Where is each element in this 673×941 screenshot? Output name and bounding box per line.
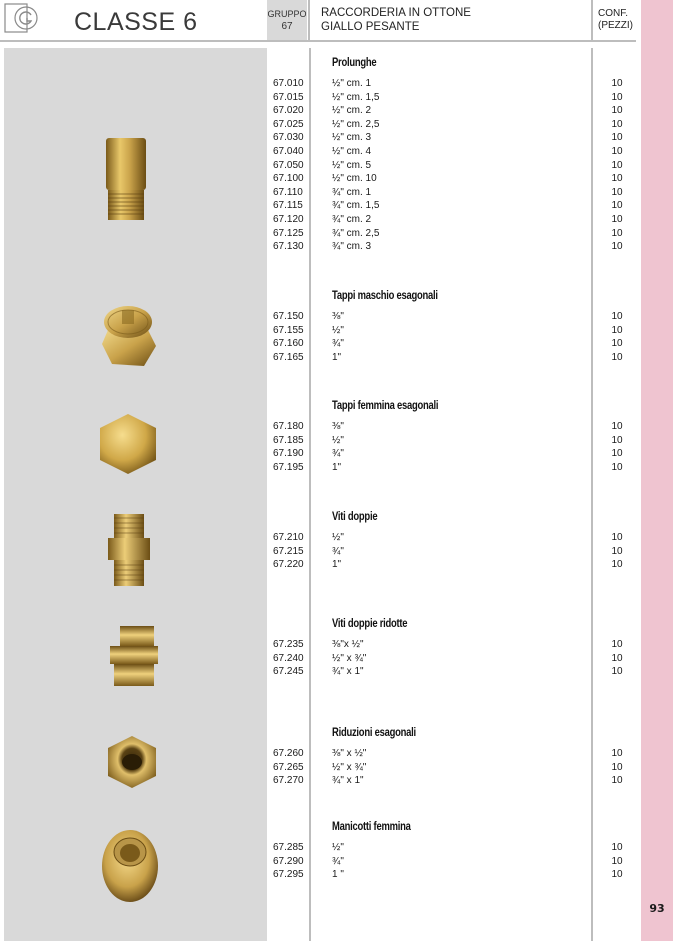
product-qty: 10 xyxy=(611,448,623,460)
product-code: 67.020 xyxy=(273,105,304,117)
product-rows xyxy=(0,310,641,364)
table-row xyxy=(0,351,641,365)
product-size: ¾" x 1" xyxy=(332,775,364,787)
product-code: 67.180 xyxy=(273,421,304,432)
table-row xyxy=(0,447,641,461)
company-logo-icon xyxy=(4,3,42,33)
table-row xyxy=(0,77,641,91)
table-row xyxy=(0,434,641,448)
product-qty: 10 xyxy=(611,324,623,336)
product-code: 67.165 xyxy=(273,351,304,363)
product-code: 67.150 xyxy=(273,311,304,322)
product-rows xyxy=(0,747,641,788)
product-qty: 10 xyxy=(611,855,623,867)
table-row xyxy=(0,104,641,118)
product-size: 1" xyxy=(332,461,342,473)
product-size: ½" x ¾" xyxy=(332,652,367,664)
product-size: ¾" cm. 3 xyxy=(332,241,372,253)
product-qty: 10 xyxy=(611,842,623,853)
product-qty: 10 xyxy=(611,78,623,89)
product-code: 67.290 xyxy=(273,855,304,867)
description-line-1: RACCORDERIA IN OTTONE xyxy=(321,7,471,19)
product-qty: 10 xyxy=(611,159,623,171)
product-qty: 10 xyxy=(611,666,623,678)
header-divider-right xyxy=(591,0,593,40)
table-row xyxy=(0,841,641,855)
product-qty: 10 xyxy=(611,173,623,185)
product-size: ⅜" xyxy=(332,311,344,322)
table-row xyxy=(0,747,641,761)
product-code: 67.270 xyxy=(273,775,304,787)
table-row xyxy=(0,324,641,338)
table-row xyxy=(0,665,641,679)
page-number: 93 xyxy=(649,902,665,915)
product-size: ½" cm. 2 xyxy=(332,105,372,117)
product-size: ¾" cm. 2,5 xyxy=(332,227,380,239)
product-code: 67.155 xyxy=(273,324,304,336)
header-rule xyxy=(0,40,636,42)
product-size: 1" xyxy=(332,351,342,363)
product-code: 67.220 xyxy=(273,559,304,571)
product-rows xyxy=(0,638,641,679)
product-code: 67.130 xyxy=(273,241,304,253)
description-line-2: GIALLO PESANTE xyxy=(321,21,420,33)
group-description xyxy=(321,6,471,34)
product-code: 67.215 xyxy=(273,545,304,557)
product-size: ½" cm. 1 xyxy=(332,78,372,89)
product-size: ¾" xyxy=(332,855,344,867)
table-row xyxy=(0,531,641,545)
table-row xyxy=(0,461,641,475)
product-size: ½" cm. 5 xyxy=(332,159,372,171)
product-rows xyxy=(0,531,641,572)
product-size: ⅜"x ½" xyxy=(332,639,364,650)
product-qty: 10 xyxy=(611,652,623,664)
section-title: Tappi femmina esagonali xyxy=(332,400,439,412)
product-qty: 10 xyxy=(611,351,623,363)
product-code: 67.015 xyxy=(273,91,304,103)
table-row xyxy=(0,118,641,132)
product-qty: 10 xyxy=(611,338,623,350)
product-size: ½" cm. 10 xyxy=(332,173,377,185)
product-size: 1 " xyxy=(332,869,344,881)
conf-line-1: CONF. xyxy=(598,8,628,19)
section-title: Viti doppie xyxy=(332,511,378,523)
table-row xyxy=(0,172,641,186)
table-row xyxy=(0,652,641,666)
product-qty: 10 xyxy=(611,434,623,446)
table-row xyxy=(0,545,641,559)
gruppo-label: GRUPPO xyxy=(267,9,307,19)
product-code: 67.040 xyxy=(273,145,304,157)
product-qty: 10 xyxy=(611,213,623,225)
product-rows xyxy=(0,841,641,882)
product-code: 67.295 xyxy=(273,869,304,881)
section-title: Tappi maschio esagonali xyxy=(332,290,438,302)
product-size: ¾" cm. 2 xyxy=(332,213,372,225)
product-size: ½" xyxy=(332,532,344,543)
table-row xyxy=(0,213,641,227)
product-rows xyxy=(0,420,641,474)
product-code: 67.245 xyxy=(273,666,304,678)
product-qty: 10 xyxy=(611,145,623,157)
conf-header xyxy=(598,8,633,32)
product-qty: 10 xyxy=(611,186,623,198)
table-row xyxy=(0,159,641,173)
section-title: Manicotti femmina xyxy=(332,821,411,833)
table-row xyxy=(0,337,641,351)
product-code: 67.030 xyxy=(273,132,304,144)
product-size: ⅜" x ½" xyxy=(332,748,367,759)
product-code: 67.050 xyxy=(273,159,304,171)
product-size: ½" cm. 3 xyxy=(332,132,372,144)
product-qty: 10 xyxy=(611,200,623,212)
product-code: 67.240 xyxy=(273,652,304,664)
section-title: Prolunghe xyxy=(332,57,377,69)
product-qty: 10 xyxy=(611,311,623,322)
product-qty: 10 xyxy=(611,132,623,144)
product-size: ½" cm. 1,5 xyxy=(332,91,380,103)
conf-line-2: (PEZZI) xyxy=(598,20,633,31)
table-row xyxy=(0,868,641,882)
section-title: Viti doppie ridotte xyxy=(332,618,408,630)
page-title: CLASSE 6 xyxy=(74,8,198,36)
pink-margin-band xyxy=(641,0,673,941)
product-qty: 10 xyxy=(611,532,623,543)
table-row xyxy=(0,310,641,324)
product-code: 67.190 xyxy=(273,448,304,460)
product-code: 67.185 xyxy=(273,434,304,446)
product-size: ½" x ¾" xyxy=(332,761,367,773)
product-code: 67.195 xyxy=(273,461,304,473)
product-code: 67.115 xyxy=(273,200,303,212)
product-code: 67.110 xyxy=(273,186,303,198)
product-code: 67.210 xyxy=(273,532,304,543)
gruppo-number: 67 xyxy=(281,21,293,32)
product-code: 67.235 xyxy=(273,639,304,650)
gruppo-box xyxy=(267,0,307,40)
product-size: ¾" cm. 1 xyxy=(332,186,372,198)
product-qty: 10 xyxy=(611,421,623,432)
product-size: ½" xyxy=(332,434,344,446)
table-row xyxy=(0,558,641,572)
product-size: ⅜" xyxy=(332,421,344,432)
table-row xyxy=(0,131,641,145)
table-row xyxy=(0,227,641,241)
product-code: 67.285 xyxy=(273,842,304,853)
table-row xyxy=(0,145,641,159)
product-size: ¾" x 1" xyxy=(332,666,364,678)
product-code: 67.260 xyxy=(273,748,304,759)
product-size: ¾" cm. 1,5 xyxy=(332,200,380,212)
product-code: 67.100 xyxy=(273,173,304,185)
product-size: ½" cm. 2,5 xyxy=(332,118,380,130)
section-title: Riduzioni esagonali xyxy=(332,727,416,739)
product-code: 67.160 xyxy=(273,338,304,350)
product-size: ½" xyxy=(332,842,344,853)
product-qty: 10 xyxy=(611,869,623,881)
product-size: 1" xyxy=(332,559,342,571)
product-size: ½" cm. 4 xyxy=(332,145,372,157)
table-row xyxy=(0,761,641,775)
product-code: 67.120 xyxy=(273,213,304,225)
table-row xyxy=(0,91,641,105)
product-size: ¾" xyxy=(332,545,344,557)
product-code: 67.125 xyxy=(273,227,304,239)
product-qty: 10 xyxy=(611,227,623,239)
product-qty: 10 xyxy=(611,559,623,571)
catalog-header xyxy=(0,0,636,40)
table-row xyxy=(0,638,641,652)
product-qty: 10 xyxy=(611,241,623,253)
product-size: ¾" xyxy=(332,448,344,460)
product-qty: 10 xyxy=(611,545,623,557)
product-code: 67.265 xyxy=(273,761,304,773)
product-qty: 10 xyxy=(611,761,623,773)
table-row xyxy=(0,420,641,434)
product-qty: 10 xyxy=(611,639,623,650)
product-qty: 10 xyxy=(611,461,623,473)
header-divider-left xyxy=(308,0,310,40)
product-qty: 10 xyxy=(611,775,623,787)
table-row xyxy=(0,240,641,254)
product-qty: 10 xyxy=(611,118,623,130)
table-row xyxy=(0,774,641,788)
table-row xyxy=(0,855,641,869)
product-code: 67.010 xyxy=(273,78,304,89)
product-size: ½" xyxy=(332,324,344,336)
product-size: ¾" xyxy=(332,338,344,350)
product-rows xyxy=(0,77,641,254)
product-qty: 10 xyxy=(611,91,623,103)
product-code: 67.025 xyxy=(273,118,304,130)
table-row xyxy=(0,186,641,200)
table-row xyxy=(0,199,641,213)
product-qty: 10 xyxy=(611,748,623,759)
product-qty: 10 xyxy=(611,105,623,117)
